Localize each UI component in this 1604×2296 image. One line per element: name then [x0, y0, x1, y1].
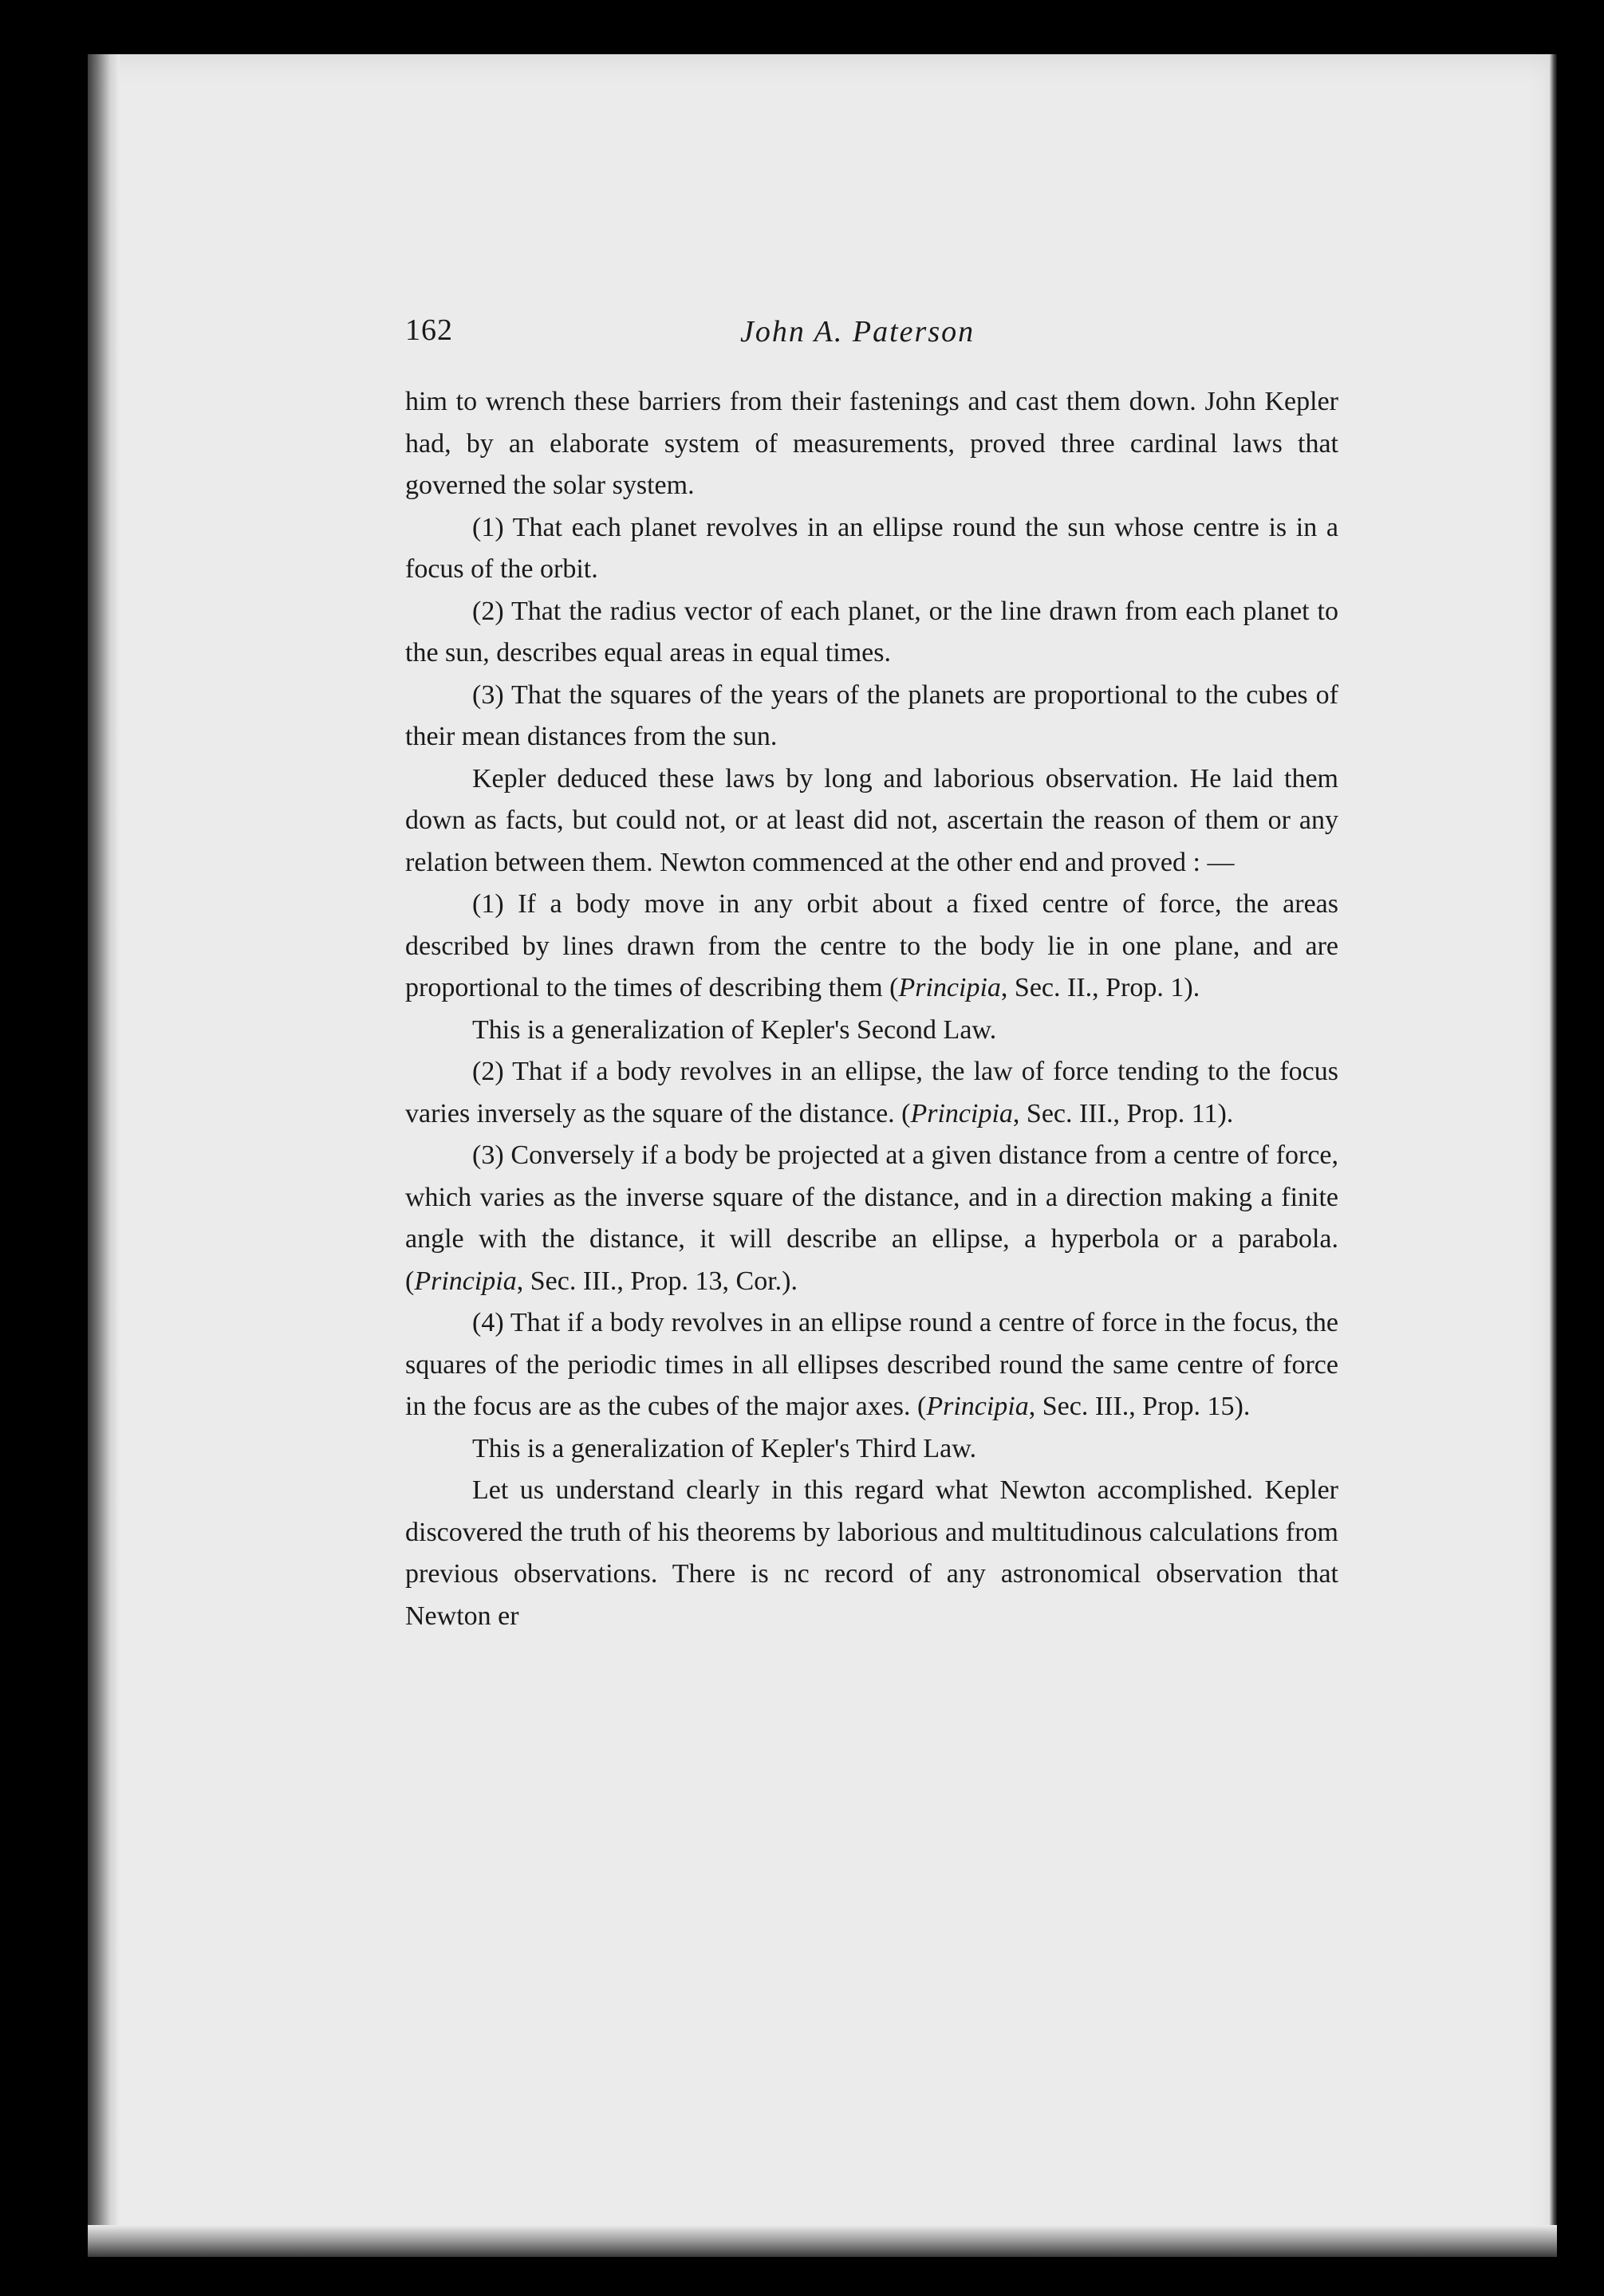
principia-citation: Principia: [414, 1266, 517, 1296]
principia-citation: Principia: [910, 1098, 1013, 1128]
newton-proposition-1-text: (1) If a body move in any orbit about a fixed centre of force, the areas described by lines drawn from the centre to the body lie in one plane, and are proportional to the times of describing them (: [405, 889, 1338, 1002]
page-right-edge: [1549, 54, 1557, 2257]
paragraph-opening: him to wrench these barriers from their fastenings and cast them down. John Kepler had, by an elaborate system of measurements, proved three cardinal laws that governed the solar system.: [405, 387, 1338, 500]
body-text: [405, 381, 1338, 1637]
paragraph-newton-accomplished: Let us understand clearly in this regard what Newton accomplished. Kepler discovered the truth of his theorems by laborious and multitudinous calculations from previous observations. There is nc record of any astronomical observation that Newton er: [405, 1475, 1338, 1631]
page-binding-shadow: [88, 54, 120, 2257]
paragraph-kepler-deduced: Kepler deduced these laws by long and laborious observation. He laid them down as facts, but could not, or at least did not, ascertain the reason of them or any relation between them. Newton commenced at the other end and proved : —: [405, 763, 1338, 877]
newton-proposition-1: [405, 884, 1338, 1010]
newton-proposition-4-text: (4) That if a body revolves in an ellipse round a centre of force in the focus, the squares of the periodic times in all ellipses described round the same centre of force in the focus are as the cubes of the major axes. (: [405, 1308, 1338, 1421]
newton-proposition-3-reference: , Sec. III., Prop. 13, Cor.).: [516, 1266, 798, 1296]
running-head: John A. Paterson: [740, 315, 975, 349]
kepler-law-1: (1) That each planet revolves in an ellipse round the sun whose centre is in a focus of the orbit.: [405, 512, 1338, 584]
newton-proposition-4-reference: , Sec. III., Prop. 15).: [1028, 1392, 1251, 1421]
principia-citation: Principia: [926, 1392, 1029, 1421]
kepler-law-2: (2) That the radius vector of each planet, or the line drawn from each planet to the sun, describes equal areas in equal times.: [405, 596, 1338, 668]
page-number: 162: [405, 313, 453, 347]
newton-proposition-2-reference: , Sec. III., Prop. 11).: [1012, 1098, 1234, 1128]
kepler-law-3: (3) That the squares of the years of the planets are proportional to the cubes of their mean distances from the sun.: [405, 679, 1338, 751]
principia-citation: Principia: [898, 973, 1001, 1002]
generalization-third-law: This is a generalization of Kepler's Third Law.: [472, 1433, 977, 1463]
newton-proposition-4: [405, 1302, 1338, 1428]
generalization-second-law: This is a generalization of Kepler's Second Law.: [472, 1014, 997, 1045]
page-bottom-edge: [88, 2225, 1557, 2257]
newton-proposition-3-text: (3) Conversely if a body be projected at a given distance from a centre of force, which varies as the inverse square of the distance, and in a direction making a finite angle with the distance, it will describe an ellipse, a hyperbola or a parabola. (: [405, 1140, 1338, 1296]
newton-proposition-2: [405, 1051, 1338, 1135]
page-header: [405, 313, 1338, 360]
newton-proposition-3: [405, 1135, 1338, 1302]
newton-proposition-2-text: (2) That if a body revolves in an ellipse, the law of force tending to the focus varies inversely as the square of the distance. (: [405, 1057, 1338, 1128]
newton-proposition-1-reference: , Sec. II., Prop. 1).: [1000, 973, 1200, 1002]
